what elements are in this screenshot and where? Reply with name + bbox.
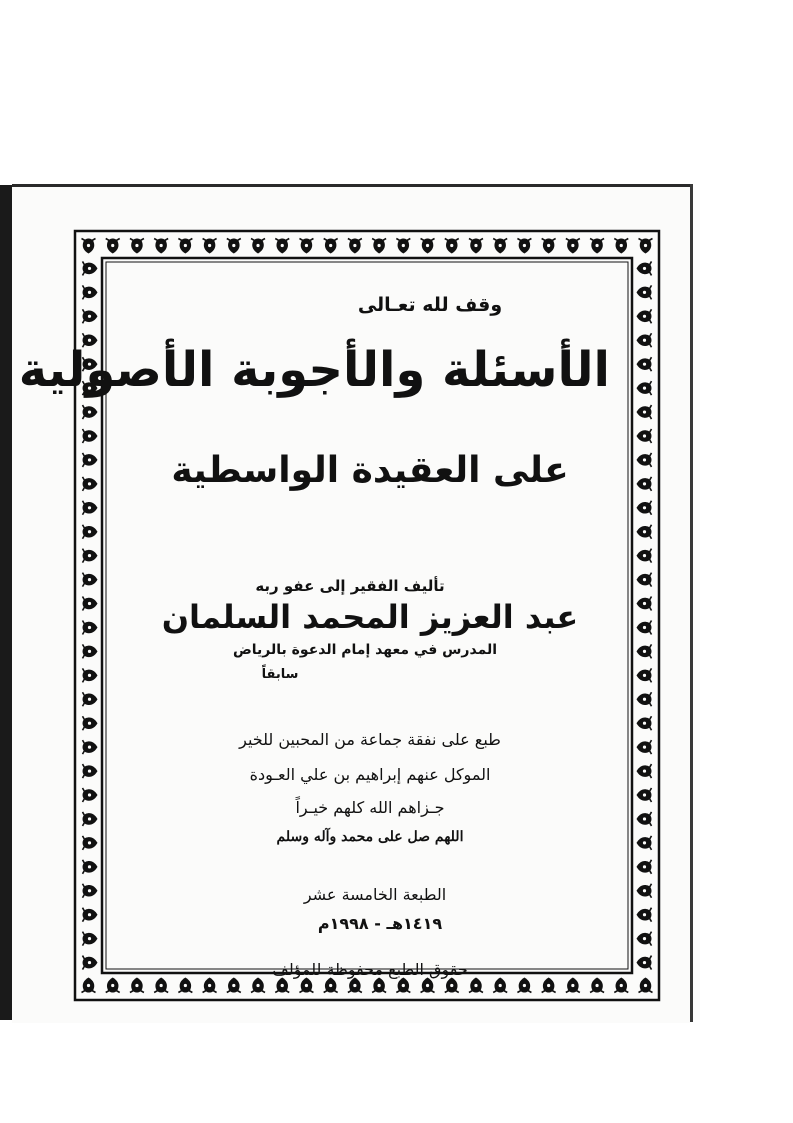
border-ornament (251, 978, 265, 993)
author-formerly: سابقاً (261, 667, 299, 682)
scan-edge-left (0, 185, 12, 1020)
border-ornament (348, 239, 362, 254)
copyright-notice: حقوق الطبع محفوظة للمؤلف (272, 960, 468, 979)
border-ornament (83, 309, 98, 323)
border-ornament (493, 978, 507, 993)
border-ornament (639, 239, 653, 254)
border-ornament (83, 908, 98, 922)
border-ornament (83, 405, 98, 419)
border-ornament (637, 333, 652, 347)
border-ornament (637, 956, 652, 970)
border-ornament (83, 764, 98, 778)
border-ornament (637, 836, 652, 850)
border-ornament (637, 357, 652, 371)
prayer-line: اللهم صل على محمد وآله وسلم (276, 829, 464, 845)
border-ornament (590, 978, 604, 993)
border-ornament (396, 978, 410, 993)
border-ornament (637, 477, 652, 491)
border-ornament (372, 239, 386, 254)
border-ornament (299, 978, 313, 993)
border-ornament (566, 978, 580, 993)
border-ornament (637, 788, 652, 802)
authored-by: تأليف الفقير إلى عفو ربه (255, 577, 445, 595)
book-title: الأسئلة والأجوبة الأصولية (18, 342, 610, 398)
agent-line: الموكل عنهم إبراهيم بن علي العـودة (249, 765, 491, 784)
border-ornament (299, 239, 313, 254)
border-ornament (130, 239, 144, 254)
border-ornament (637, 525, 652, 539)
border-ornament (83, 501, 98, 515)
border-ornament (445, 239, 459, 254)
border-ornament (275, 239, 289, 254)
border-ornament (83, 836, 98, 850)
border-ornament (83, 549, 98, 563)
border-ornament (396, 239, 410, 254)
border-ornament (637, 429, 652, 443)
border-ornament (637, 692, 652, 706)
border-ornament (82, 978, 96, 993)
border-ornament (83, 788, 98, 802)
border-ornament (83, 644, 98, 658)
border-ornament (637, 597, 652, 611)
border-ornament (83, 285, 98, 299)
border-ornament (83, 620, 98, 634)
border-ornament (203, 978, 217, 993)
border-ornament (83, 812, 98, 826)
endowment-line: وقف لله تعـالى (357, 294, 503, 316)
border-ornament (637, 501, 652, 515)
border-ornament (637, 884, 652, 898)
border-ornament (324, 239, 338, 254)
border-ornament (83, 477, 98, 491)
border-ornament (445, 978, 459, 993)
border-ornament (106, 239, 120, 254)
border-ornament (493, 239, 507, 254)
border-ornament (637, 620, 652, 634)
border-ornament (83, 860, 98, 874)
border-ornament (517, 239, 531, 254)
border-ornament (637, 716, 652, 730)
border-ornament (83, 716, 98, 730)
border-ornament (614, 978, 628, 993)
edition-line: الطبعة الخامسة عشر (303, 885, 447, 904)
border-ornament (517, 978, 531, 993)
printed-by: طبع على نفقة جماعة من المحبين للخير (239, 730, 501, 749)
border-ornament (154, 239, 168, 254)
border-ornament (637, 932, 652, 946)
border-ornament (590, 239, 604, 254)
border-ornament (83, 692, 98, 706)
author-name: عبد العزيز المحمد السلمان (161, 598, 579, 636)
book-subtitle: على العقيدة الواسطية (171, 450, 569, 491)
border-ornament (637, 740, 652, 754)
border-ornament (83, 884, 98, 898)
border-ornament (82, 239, 96, 254)
border-ornament (251, 239, 265, 254)
border-ornament (203, 239, 217, 254)
border-ornament (637, 261, 652, 275)
border-ornament (542, 978, 556, 993)
border-ornament (324, 978, 338, 993)
border-ornament (275, 978, 289, 993)
border-ornament (421, 239, 435, 254)
border-ornament (83, 932, 98, 946)
border-ornament (227, 978, 241, 993)
border-ornament (637, 549, 652, 563)
border-ornament (637, 908, 652, 922)
border-ornament (178, 978, 192, 993)
border-ornament (637, 285, 652, 299)
reward-line: جـزاهم الله كلهم خيـراً (295, 798, 445, 817)
border-ornament (154, 978, 168, 993)
border-ornament (83, 740, 98, 754)
border-ornament (637, 860, 652, 874)
border-ornament (83, 525, 98, 539)
border-ornament (421, 978, 435, 993)
border-ornament (83, 668, 98, 682)
border-ornament (469, 978, 483, 993)
border-ornament (637, 644, 652, 658)
border-ornament (637, 381, 652, 395)
border-ornament (566, 239, 580, 254)
border-ornament (83, 261, 98, 275)
border-ornament (83, 429, 98, 443)
border-ornament (83, 573, 98, 587)
border-ornament (227, 239, 241, 254)
border-ornament (178, 239, 192, 254)
border-ornament (637, 405, 652, 419)
scan-edge-right (690, 184, 693, 1022)
publication-date: ١٤١٩هـ - ١٩٩٨م (317, 914, 443, 933)
border-ornament (372, 978, 386, 993)
author-position: المدرس في معهد إمام الدعوة بالرياض (232, 642, 498, 658)
border-ornament (637, 309, 652, 323)
border-ornament (469, 239, 483, 254)
border-ornament (637, 668, 652, 682)
border-ornament (348, 978, 362, 993)
border-ornament (83, 956, 98, 970)
border-ornament (637, 573, 652, 587)
border-ornament (639, 978, 653, 993)
border-ornament (637, 764, 652, 778)
border-ornament (542, 239, 556, 254)
border-ornament (83, 597, 98, 611)
border-ornament (83, 453, 98, 467)
border-ornament (130, 978, 144, 993)
border-ornament (106, 978, 120, 993)
border-ornament (614, 239, 628, 254)
border-ornament (637, 453, 652, 467)
border-ornament (637, 812, 652, 826)
